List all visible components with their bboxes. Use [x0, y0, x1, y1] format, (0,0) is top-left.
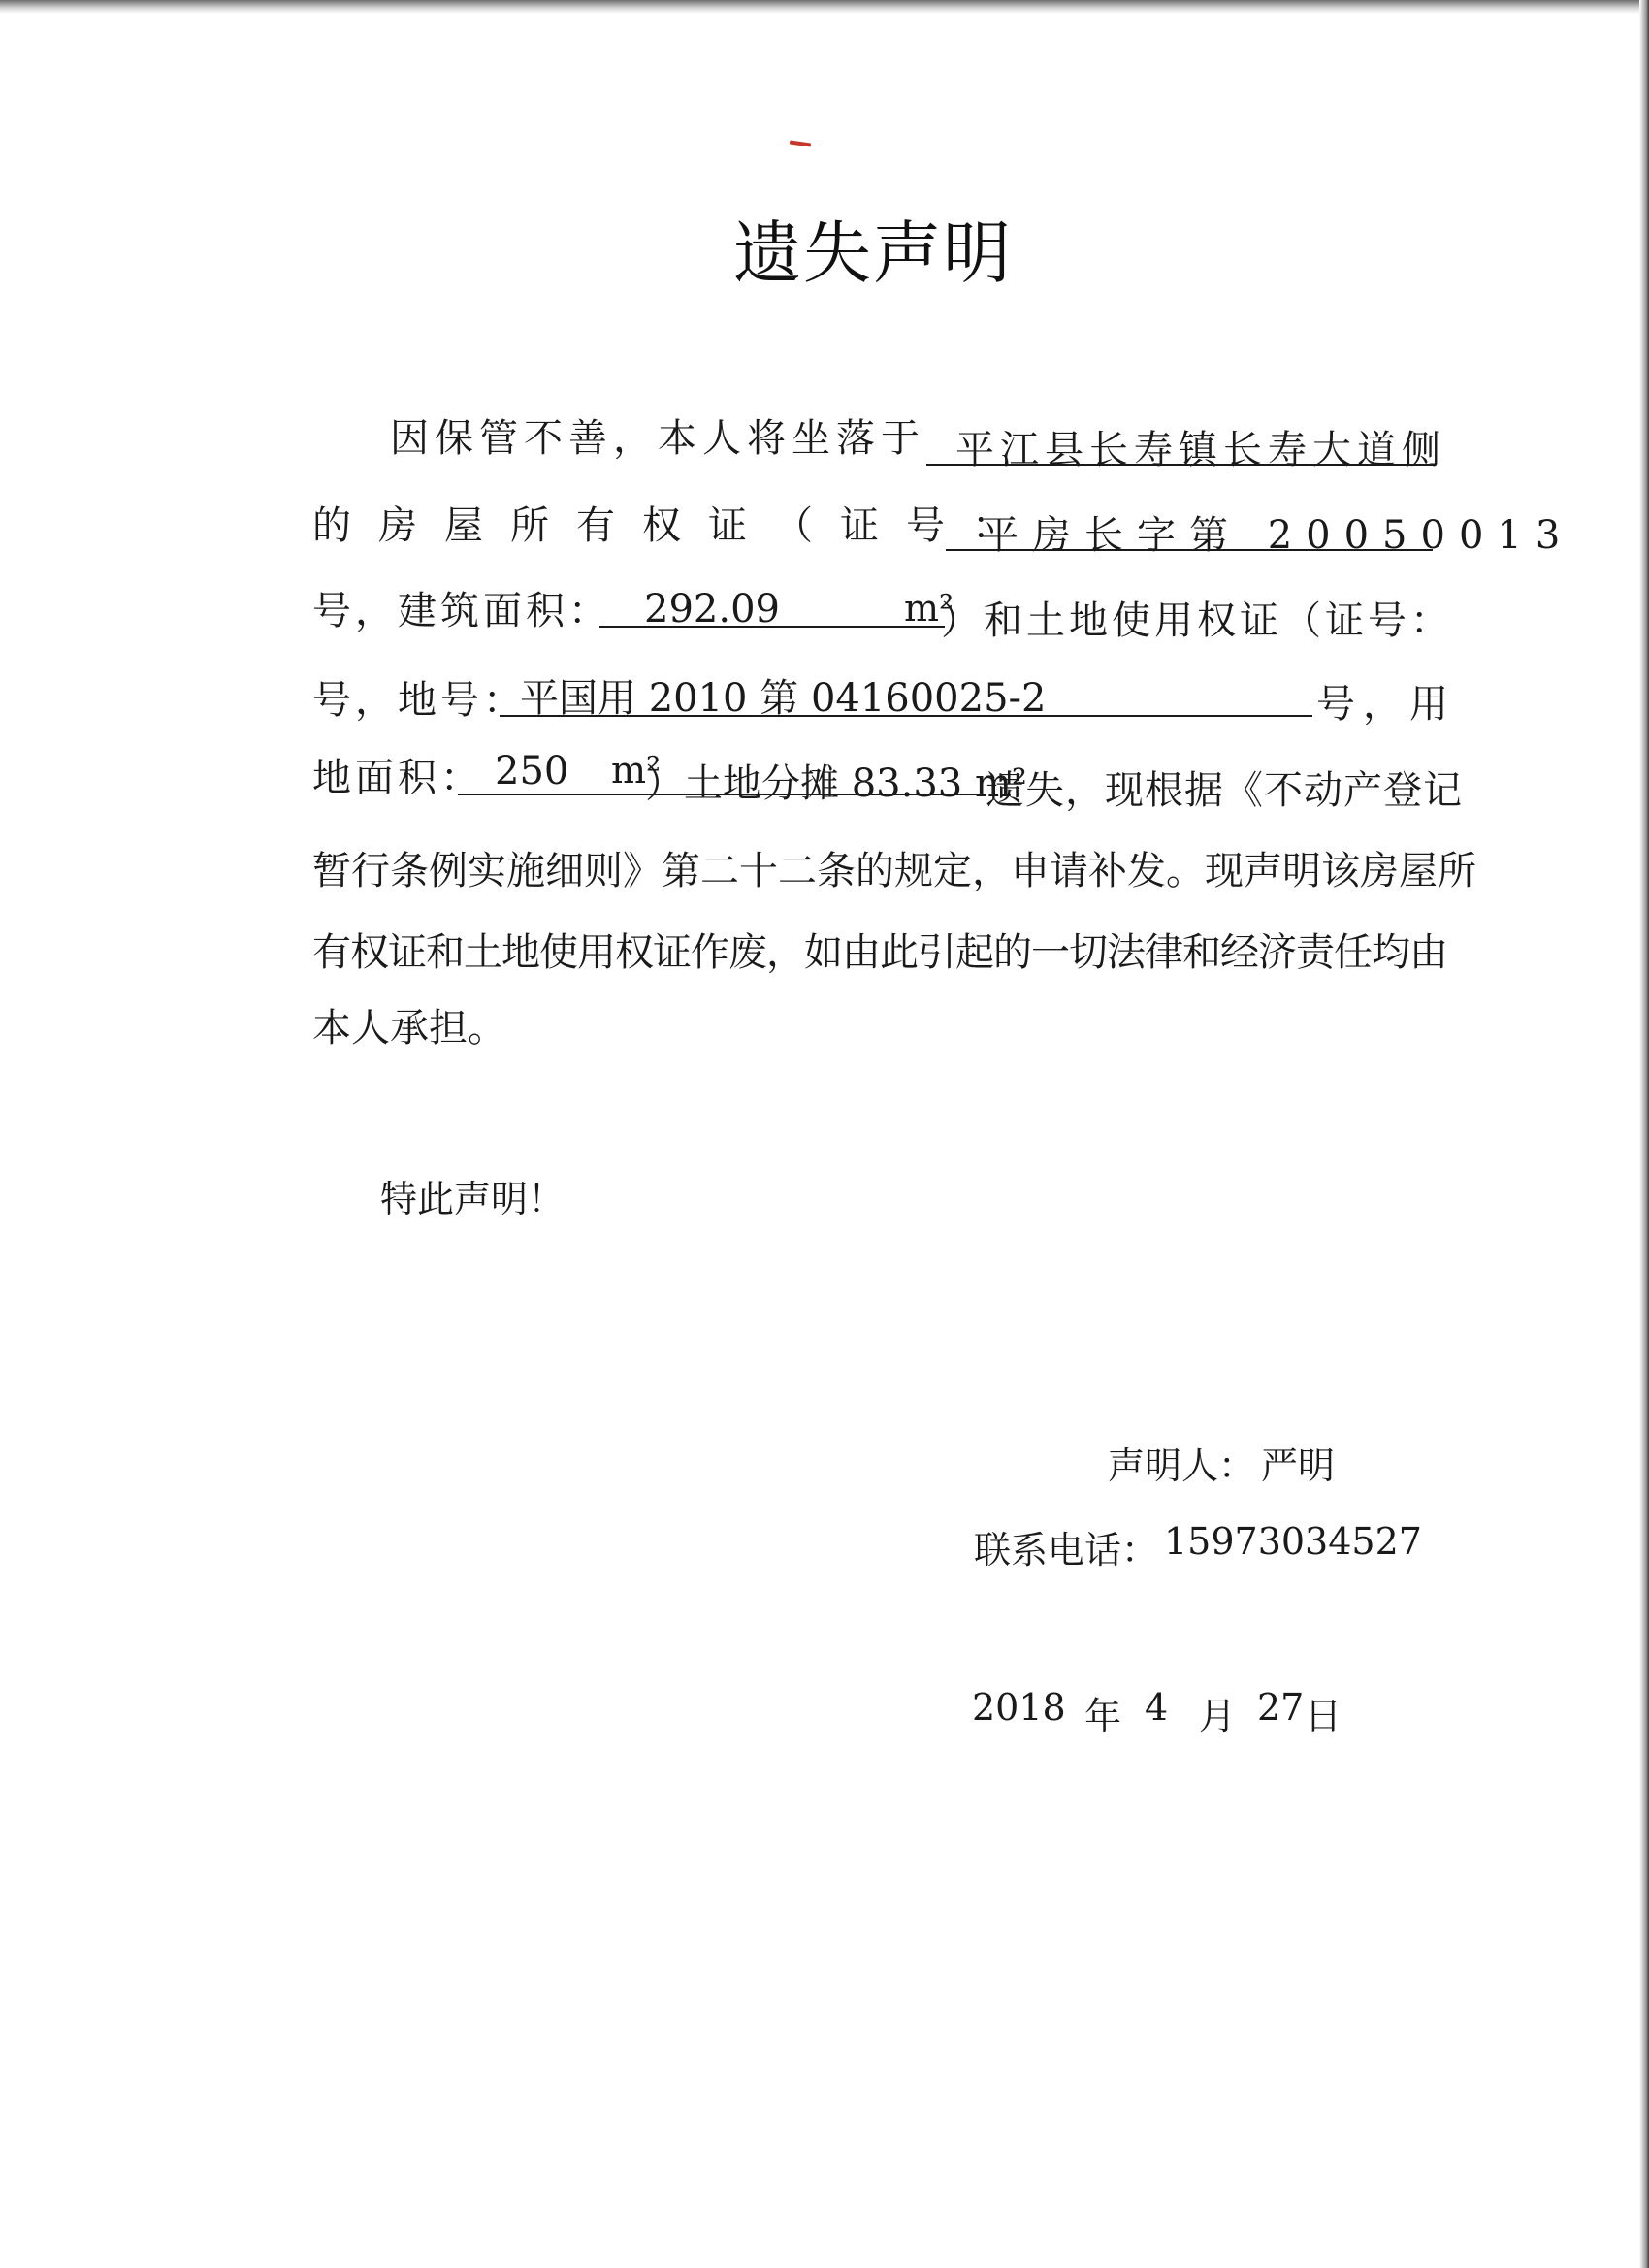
scan-speck	[790, 140, 811, 146]
body-line-2-prefix: 的房屋所有权证（证号：	[312, 503, 1038, 548]
land-area-unit: m²	[611, 749, 662, 792]
closing-statement: 特此声明！	[380, 1178, 566, 1220]
house-cert-underline	[946, 549, 1433, 551]
date-month: 4	[1145, 1686, 1169, 1729]
body-line-1-prefix: 因保管不善，本人将坐落于	[390, 416, 925, 461]
declarant-name: 严明	[1261, 1444, 1336, 1487]
land-area-underline	[458, 794, 986, 795]
phone-label: 联系电话：	[974, 1529, 1159, 1571]
body-line-7: 有权证和土地使用权证作废，如由此引起的一切法律和经济责任均由	[312, 930, 1447, 975]
body-line-3-suffix: ）和土地使用权证（证号：	[941, 599, 1453, 643]
body-line-4-suffix: 号，用	[1316, 682, 1456, 727]
land-number-value: 平国用 2010 第 04160025-2	[520, 676, 1047, 721]
building-area-value: 292.09	[644, 587, 780, 632]
date-year: 2018	[972, 1686, 1066, 1729]
declarant-label: 声明人：	[1108, 1444, 1256, 1487]
land-share-text: ）土地分摊 83.33 m²	[645, 761, 1027, 806]
land-area-value: 250	[495, 749, 569, 794]
land-number-underline	[500, 715, 1312, 717]
date-year-label: 年	[1084, 1695, 1122, 1737]
body-line-5-prefix: 地面积：	[312, 756, 483, 800]
building-area-underline	[599, 626, 945, 628]
building-area-unit: m²	[904, 587, 954, 630]
body-line-6: 暂行条例实施细则》第二十二条的规定，申请补发。现声明该房屋所	[312, 849, 1476, 893]
date-month-label: 月	[1199, 1695, 1237, 1737]
body-line-4-prefix: 号，地号：	[312, 678, 526, 723]
location-value: 平江县长寿镇长寿大道侧	[955, 428, 1446, 472]
location-underline	[926, 464, 1435, 466]
date-day: 27	[1257, 1686, 1305, 1729]
body-line-5-suffix: 遗失，现根据《不动产登记	[986, 768, 1463, 813]
body-line-8: 本人承担。	[312, 1006, 506, 1051]
scan-edge-right	[1639, 0, 1649, 2268]
scan-edge-top	[0, 0, 1649, 14]
date-day-label: 日	[1305, 1695, 1342, 1737]
body-line-3-prefix: 号，建筑面积：	[312, 589, 611, 633]
document-title: 遗失声明	[733, 213, 1013, 293]
house-cert-number: 平房长字第 20050013	[980, 513, 1574, 558]
phone-number: 15973034527	[1164, 1520, 1422, 1563]
